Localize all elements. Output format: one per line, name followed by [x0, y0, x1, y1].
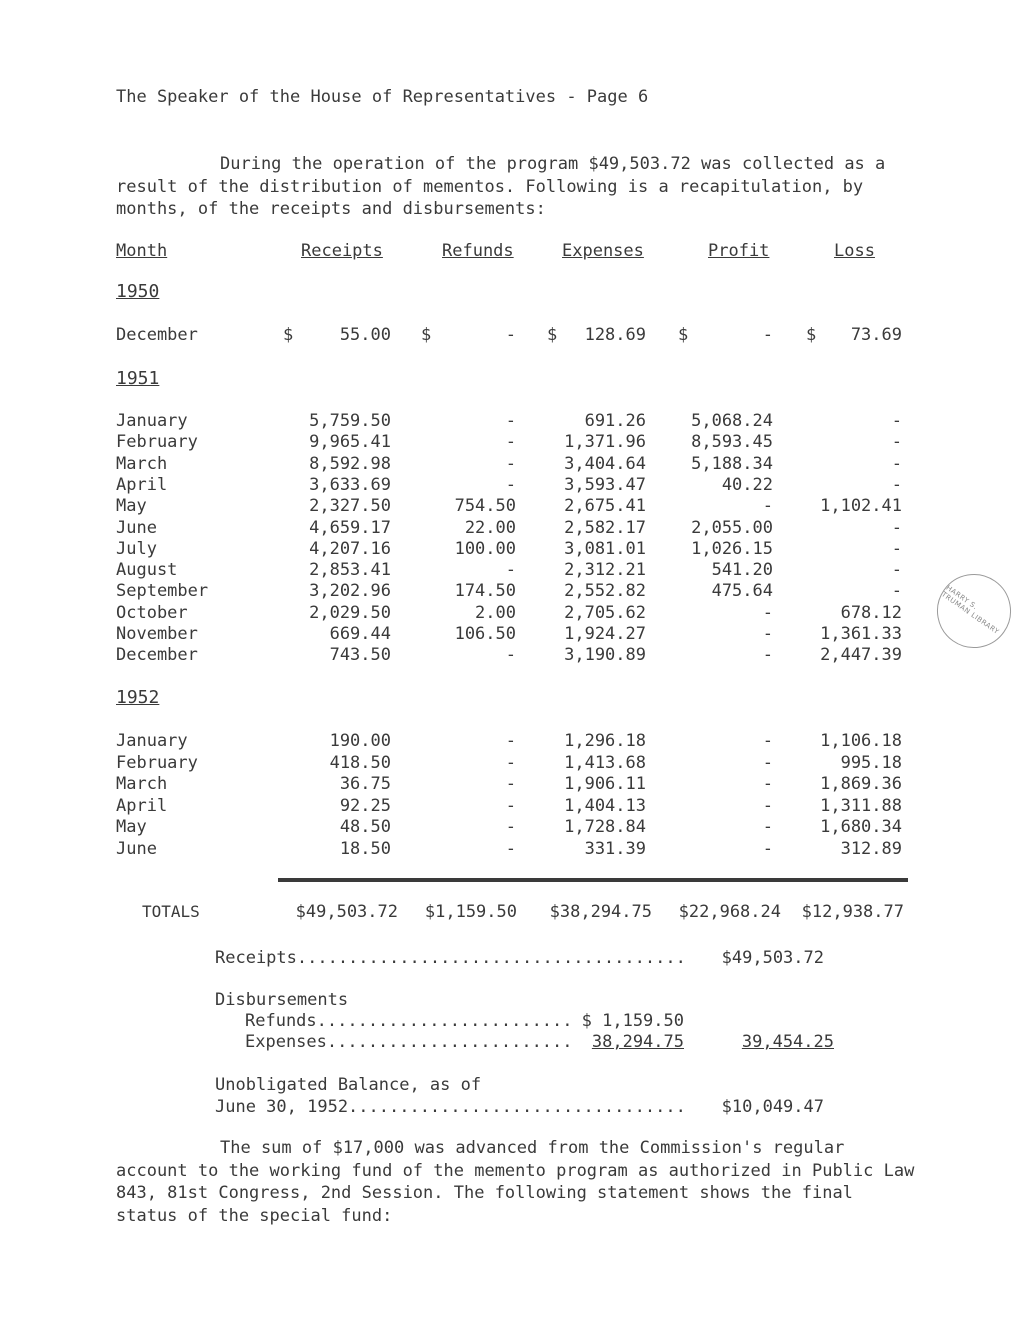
intro-text: During the operation of the program $49,503.72 was collected as a result of the distribution of mementos. Following is a recapitulation, by months, of the receipts and disbursements:: [116, 154, 886, 219]
receipts-cell: 669.44: [329, 624, 391, 644]
month-cell: February: [116, 432, 198, 453]
summary-receipts-line: Receipts......................................: [215, 948, 686, 968]
summary-receipts-amount: $49,503.72: [721, 948, 824, 968]
profit-cell: 5,068.24: [691, 411, 773, 431]
profit-cell: 475.64: [711, 581, 773, 602]
totals-profit: $22,968.24: [678, 902, 781, 922]
totals-label: TOTALS: [142, 902, 200, 921]
refunds-cell: 106.50: [454, 624, 516, 644]
closing-text: The sum of $17,000 was advanced from the Commission's regular account to the working fund of the memento program as authorized in Public Law 843, 81st Congress, 2nd Session. The following statement shows the final status of the special fund:: [116, 1138, 915, 1226]
receipts-cell: 4,659.17: [309, 517, 391, 538]
loss-cell: -: [891, 411, 902, 431]
expenses-cell: 2,552.82: [564, 581, 646, 602]
receipts-cell: 92.25: [339, 795, 391, 816]
refunds-cell: -: [505, 325, 516, 345]
month-cell: January: [116, 411, 188, 431]
receipts-cell: 36.75: [339, 774, 391, 794]
month-cell: June: [116, 517, 157, 538]
expenses-cell: 128.69: [584, 325, 646, 345]
refunds-cell: 754.50: [454, 496, 516, 517]
profit-cell: -: [762, 496, 773, 517]
loss-cell: 1,869.36: [820, 774, 902, 794]
loss-cell: 1,361.33: [820, 624, 902, 644]
receipts-cell: 8,592.98: [309, 453, 391, 474]
expenses-cell: 331.39: [584, 838, 646, 859]
year-heading-1950: 1950: [116, 281, 160, 302]
month-cell: February: [116, 752, 198, 773]
expenses-cell: 2,582.17: [564, 517, 646, 538]
loss-cell: 73.69: [850, 325, 902, 345]
loss-cell: 312.89: [840, 838, 902, 859]
library-stamp: [922, 559, 1018, 662]
intro-paragraph: [116, 153, 916, 221]
month-cell: June: [116, 838, 157, 859]
refunds-cell: -: [505, 560, 516, 581]
refunds-cell: 2.00: [475, 602, 516, 623]
receipts-cell: 18.50: [339, 838, 391, 859]
profit-cell: -: [762, 752, 773, 773]
receipts-cell: 190.00: [329, 731, 391, 751]
profit-cell: -: [762, 624, 773, 644]
month-cell: May: [116, 496, 147, 517]
month-cell: March: [116, 453, 168, 474]
profit-cell: 40.22: [721, 474, 773, 495]
profit-cell: -: [762, 325, 773, 345]
col-header-receipts: Receipts: [301, 241, 383, 261]
month-cell: July: [116, 538, 157, 559]
refunds-cell: -: [505, 817, 516, 837]
loss-cell: 2,447.39: [820, 645, 902, 666]
profit-cell: -: [762, 795, 773, 816]
profit-cell: 1,026.15: [691, 538, 773, 559]
expenses-cell: 2,312.21: [564, 560, 646, 581]
loss-cell: 995.18: [840, 752, 902, 773]
profit-cell: -: [762, 838, 773, 859]
receipts-cell: 3,202.96: [309, 581, 391, 602]
refunds-cell: 100.00: [454, 538, 516, 559]
refunds-cell: -: [505, 731, 516, 751]
expenses-cell: 3,081.01: [564, 538, 646, 559]
refunds-cell: -: [505, 411, 516, 431]
receipts-cell: 418.50: [329, 752, 391, 773]
summary-balance-line1: Unobligated Balance, as of: [215, 1075, 482, 1095]
expenses-cell: 1,296.18: [564, 731, 646, 751]
loss-cell: -: [891, 581, 902, 602]
profit-cell: -: [762, 731, 773, 751]
month-cell: November: [116, 624, 198, 644]
receipts-cell: 743.50: [329, 645, 391, 666]
refunds-cell: -: [505, 432, 516, 453]
profit-cell: 8,593.45: [691, 432, 773, 453]
receipts-cell: 2,029.50: [309, 602, 391, 623]
profit-cell: 541.20: [711, 560, 773, 581]
month-cell: December: [116, 645, 198, 666]
loss-cell: -: [891, 538, 902, 559]
summary-expenses-line: Expenses........................: [245, 1032, 573, 1052]
refunds-cell: -: [505, 645, 516, 666]
col-header-refunds: Refunds: [442, 241, 514, 261]
refunds-cell: -: [505, 838, 516, 859]
closing-paragraph: [116, 1137, 916, 1227]
expenses-cell: 1,404.13: [564, 795, 646, 816]
loss-cell: 1,102.41: [820, 496, 902, 517]
dollar-sign: $: [421, 325, 432, 345]
dollar-sign: $: [283, 325, 294, 345]
col-header-profit: Profit: [708, 241, 770, 261]
expenses-cell: 2,675.41: [564, 496, 646, 517]
dollar-sign: $: [547, 325, 558, 345]
summary-refunds-amount: $ 1,159.50: [581, 1011, 684, 1031]
month-cell: March: [116, 774, 168, 794]
library-stamp-text: HARRY S. TRUMAN LIBRARY: [939, 583, 1001, 637]
loss-cell: 678.12: [840, 602, 902, 623]
refunds-cell: -: [505, 795, 516, 816]
refunds-cell: 22.00: [464, 517, 516, 538]
refunds-cell: -: [505, 752, 516, 773]
profit-cell: -: [762, 602, 773, 623]
dollar-sign: $: [806, 325, 817, 345]
receipts-cell: 3,633.69: [309, 474, 391, 495]
loss-cell: -: [891, 432, 902, 453]
summary-disbursements-total: 39,454.25: [741, 1032, 834, 1052]
profit-cell: -: [762, 774, 773, 794]
expenses-cell: 2,705.62: [564, 602, 646, 623]
profit-cell: -: [762, 817, 773, 837]
expenses-cell: 1,413.68: [564, 752, 646, 773]
totals-expenses: $38,294.75: [549, 902, 652, 922]
expenses-cell: 3,404.64: [564, 453, 646, 474]
expenses-cell: 691.26: [584, 411, 646, 431]
profit-cell: -: [762, 645, 773, 666]
month-cell: August: [116, 560, 178, 581]
loss-cell: -: [891, 560, 902, 581]
refunds-cell: -: [505, 474, 516, 495]
totals-receipts: $49,503.72: [295, 902, 398, 922]
receipts-cell: 9,965.41: [309, 432, 391, 453]
receipts-cell: 2,327.50: [309, 496, 391, 517]
expenses-cell: 1,728.84: [564, 817, 646, 837]
totals-loss: $12,938.77: [801, 902, 904, 922]
receipts-cell: 5,759.50: [309, 411, 391, 431]
year-heading-1952: 1952: [116, 687, 160, 708]
refunds-cell: 174.50: [454, 581, 516, 602]
month-cell: December: [116, 325, 198, 345]
receipts-cell: 2,853.41: [309, 560, 391, 581]
col-header-loss: Loss: [834, 241, 875, 261]
month-cell: September: [116, 581, 209, 602]
profit-cell: 5,188.34: [691, 453, 773, 474]
loss-cell: -: [891, 453, 902, 474]
loss-cell: -: [891, 474, 902, 495]
receipts-cell: 4,207.16: [309, 538, 391, 559]
expenses-cell: 3,593.47: [564, 474, 646, 495]
loss-cell: 1,311.88: [820, 795, 902, 816]
loss-cell: 1,106.18: [820, 731, 902, 751]
expenses-cell: 1,906.11: [564, 774, 646, 794]
totals-refunds: $1,159.50: [424, 902, 517, 922]
summary-refunds-line: Refunds.........................: [245, 1011, 573, 1031]
month-cell: October: [116, 602, 188, 623]
summary-balance-amount: $10,049.47: [721, 1097, 824, 1117]
receipts-cell: 48.50: [339, 817, 391, 837]
month-cell: May: [116, 817, 147, 837]
month-cell: April: [116, 795, 168, 816]
summary-expenses-amount: 38,294.75: [591, 1032, 684, 1052]
dollar-sign: $: [678, 325, 689, 345]
expenses-cell: 3,190.89: [564, 645, 646, 666]
month-cell: January: [116, 731, 188, 751]
expenses-cell: 1,924.27: [564, 624, 646, 644]
loss-cell: 1,680.34: [820, 817, 902, 837]
refunds-cell: -: [505, 453, 516, 474]
col-header-expenses: Expenses: [562, 241, 644, 261]
profit-cell: 2,055.00: [691, 517, 773, 538]
col-header-month: Month: [116, 241, 168, 261]
summary-balance-line2: June 30, 1952.................................: [215, 1097, 686, 1117]
refunds-cell: -: [505, 774, 516, 794]
summary-disbursements-label: Disbursements: [215, 990, 349, 1010]
totals-rule: [278, 878, 908, 882]
loss-cell: -: [891, 517, 902, 538]
page-header: The Speaker of the House of Representatives - Page 6: [116, 87, 649, 107]
year-heading-1951: 1951: [116, 368, 160, 389]
month-cell: April: [116, 474, 168, 495]
expenses-cell: 1,371.96: [564, 432, 646, 453]
receipts-cell: 55.00: [339, 325, 391, 345]
